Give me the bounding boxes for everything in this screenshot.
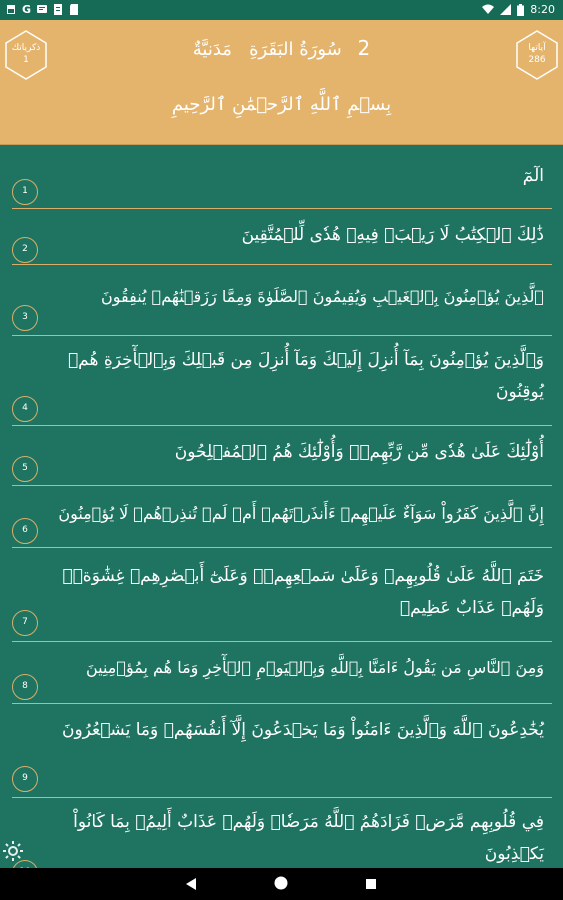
battery-icon [517, 4, 524, 16]
verse-item[interactable] [12, 336, 552, 426]
status-icons-left [6, 3, 79, 16]
verse-text: يُخَٰدِعُونَ ٱللَّهَ وَٱلَّذِينَ ءَامَنُواْ وَمَا يَخۡدَعُونَ إِلَّآ أَنفُسَهُمۡ وَمَا يَشۡعُرُونَ [61, 720, 544, 740]
surah-name: سُورَةُ البَقَرَةِ [249, 39, 342, 60]
verse-item[interactable] [12, 209, 552, 265]
verse-text: وَٱلَّذِينَ يُؤۡمِنُونَ بِمَآ أُنزِلَ إِلَيۡكَ وَمَآ أُنزِلَ مِن قَبۡلِكَ وَبِٱلۡأٓخِرَةِ هُمۡ يُوقِنُونَ [67, 350, 544, 402]
verse-number[interactable]: 3 [12, 305, 38, 331]
surah-type: مَدَنيَّةٌ [192, 39, 232, 60]
sd-card-icon [69, 4, 79, 15]
notes-icon [53, 4, 63, 15]
status-bar [0, 0, 563, 20]
verse-number[interactable]: 5 [12, 456, 38, 482]
verse-text: خَتَمَ ٱللَّهُ عَلَىٰ قُلُوبِهِمۡ وَعَلَىٰ سَمۡعِهِمۡۖ وَعَلَىٰٓ أَبۡصَٰرِهِمۡ غِشَٰوَةٞۖ وَلَهُمۡ عَذَابٌ عَظِيمٞ [62, 566, 544, 618]
verse-text: ٱلَّذِينَ يُؤۡمِنُونَ بِٱلۡغَيۡبِ وَيُقِيمُونَ ٱلصَّلَوٰةَ وَمِمَّا رَزَقۡنَٰهُمۡ يُنفِقُونَ [101, 287, 544, 306]
verse-list[interactable] [0, 146, 563, 868]
verse-text: وَمِنَ ٱلنَّاسِ مَن يَقُولُ ءَامَنَّا بِٱللَّهِ وَبِٱلۡيَوۡمِ ٱلۡأٓخِرِ وَمَا هُم بِمُؤۡمِنِينَ [85, 658, 544, 677]
verse-number[interactable]: 1 [12, 179, 38, 205]
verse-item[interactable] [12, 265, 552, 336]
verse-text: إِنَّ ٱلَّذِينَ كَفَرُواْ سَوَآءٌ عَلَيۡهِمۡ ءَأَنذَرۡتَهُمۡ أَمۡ لَمۡ تُنذِرۡهُمۡ لَا يُؤۡمِنُونَ [58, 504, 544, 523]
verse-text: أُوْلَٰٓئِكَ عَلَىٰ هُدٗى مِّن رَّبِّهِمۡۖ وَأُوْلَٰٓئِكَ هُمُ ٱلۡمُفۡلِحُونَ [174, 442, 544, 462]
verse-text: فِي قُلُوبِهِم مَّرَضٞ فَزَادَهُمُ ٱللَّهُ مَرَضٗاۖ وَلَهُمۡ عَذَابٌ أَلِيمُۢ بِمَا كَانُواْ يَكۡذِبُونَ [73, 812, 544, 864]
verse-text: الٓمٓ [522, 166, 544, 186]
recent-apps-icon[interactable] [366, 879, 376, 889]
verse-item[interactable] [12, 548, 552, 642]
verse-item[interactable] [12, 146, 552, 209]
verse-item[interactable] [12, 486, 552, 548]
home-icon[interactable] [274, 876, 288, 890]
surah-header [0, 20, 563, 145]
verse-count-badge-text: آياتها 286 [528, 43, 546, 65]
memory-badge[interactable] [4, 30, 48, 80]
back-icon[interactable] [186, 878, 196, 890]
verse-number[interactable]: 7 [12, 610, 38, 636]
status-time: 8:20 [530, 3, 555, 16]
message-icon [37, 4, 47, 15]
verse-number[interactable]: 4 [12, 396, 38, 422]
gallery-icon [6, 4, 16, 15]
basmala: بِسۡمِ ٱللَّهِ ٱلرَّحۡمَٰنِ ٱلرَّحِيمِ [171, 94, 392, 115]
verse-number[interactable]: 9 [12, 766, 38, 792]
verse-number[interactable]: 6 [12, 518, 38, 544]
memory-badge-text: ذكرياتك 1 [11, 43, 41, 65]
verse-item[interactable] [12, 642, 552, 704]
verse-text: ذَٰلِكَ ٱلۡكِتَٰبُ لَا رَيۡبَۛ فِيهِۛ هُدٗى لِّلۡمُتَّقِينَ [241, 225, 544, 245]
surah-title [100, 36, 463, 60]
verse-item[interactable] [12, 704, 552, 798]
navigation-bar [0, 868, 563, 900]
status-icons-right [482, 3, 555, 16]
gear-icon[interactable] [2, 840, 24, 862]
wifi-icon [482, 4, 494, 15]
signal-icon [500, 4, 511, 15]
verse-number[interactable]: 8 [12, 674, 38, 700]
google-icon: G [22, 3, 32, 16]
verse-item[interactable] [12, 426, 552, 486]
surah-number: 2 [357, 36, 371, 60]
verse-count-badge[interactable] [515, 30, 559, 80]
verse-number[interactable]: 2 [12, 237, 38, 263]
